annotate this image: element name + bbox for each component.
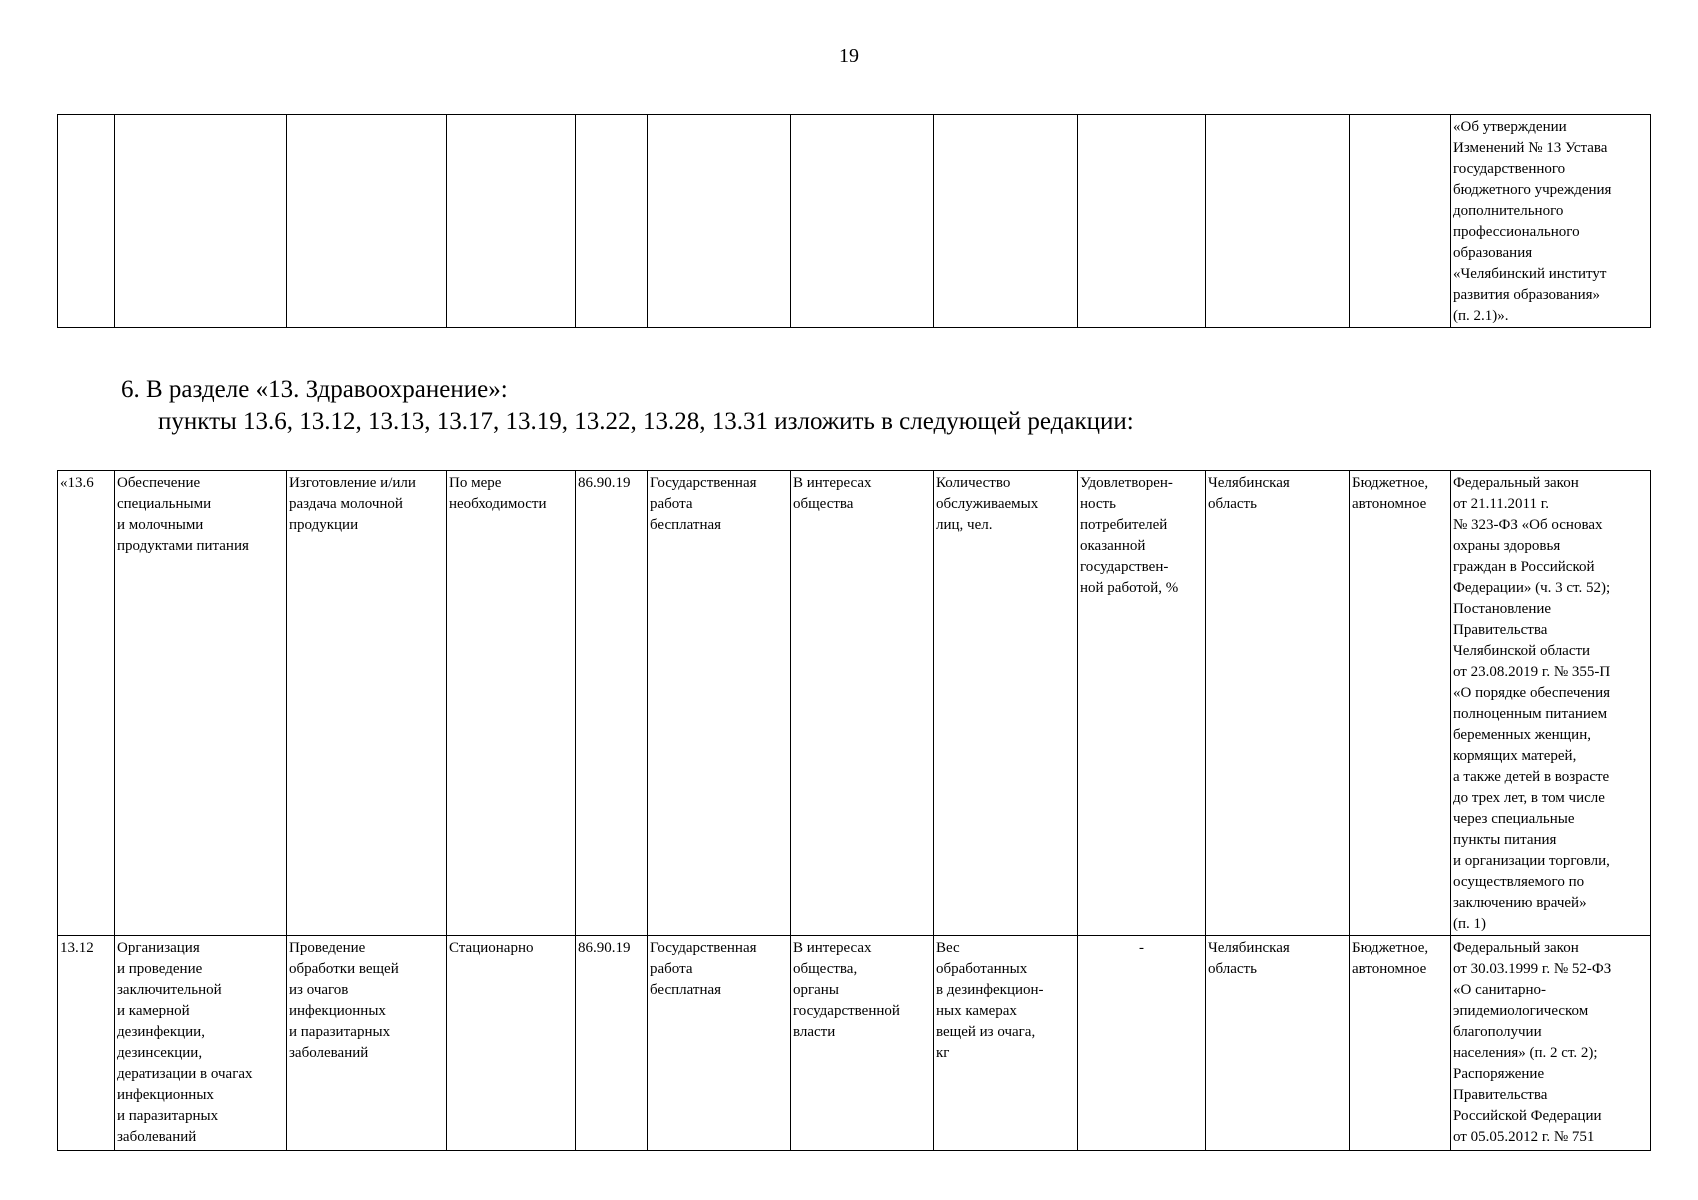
okved-code: 86.90.19 [576, 936, 648, 1151]
table-row [58, 936, 1651, 1151]
service-content: Изготовление и/или раздача молочной продукции [287, 471, 447, 936]
table-row [58, 471, 1651, 936]
empty-cell [58, 115, 115, 328]
empty-cell [934, 115, 1078, 328]
empty-cell [1206, 115, 1350, 328]
section-heading [121, 374, 1134, 438]
empty-cell [576, 115, 648, 328]
services-table [57, 470, 1651, 1151]
legal-basis: Федеральный закон от 30.03.1999 г. № 52-ФЗ «О санитарно- эпидемиологическом благополучии населения» (п. 2 ст. 2); Распоряжение Правительства Российской Федерации от 05.05.2012 г. № 751 [1451, 936, 1651, 1151]
quality-indicator: Удовлетворен- ность потребителей оказанной государствен- ной работой, % [1078, 471, 1206, 936]
section-heading-line1: 6. В разделе «13. Здравоохранение»: [121, 376, 508, 403]
legal-basis-cell: «Об утверждении Изменений № 13 Устава государственного бюджетного учреждения дополнительного профессионального образования «Челябинский институт развития образования» (п. 2.1)». [1451, 115, 1651, 328]
empty-cell [287, 115, 447, 328]
region: Челябинская область [1206, 936, 1350, 1151]
service-content: Проведение обработки вещей из очагов инфекционных и паразитарных заболеваний [287, 936, 447, 1151]
okved-code: 86.90.19 [576, 471, 648, 936]
empty-cell [1078, 115, 1206, 328]
region: Челябинская область [1206, 471, 1350, 936]
service-name: Организация и проведение заключительной и камерной дезинфекции, дезинсекции, дератизации в очагах инфекционных и паразитарных заболеваний [115, 936, 287, 1151]
institution-type: Бюджетное, автономное [1350, 936, 1451, 1151]
empty-cell [115, 115, 287, 328]
consumers: В интересах общества [791, 471, 934, 936]
empty-cell [447, 115, 576, 328]
service-type: Государственная работа бесплатная [648, 936, 791, 1151]
empty-cell [791, 115, 934, 328]
top-table-row [58, 115, 1651, 328]
legal-basis: Федеральный закон от 21.11.2011 г. № 323-ФЗ «Об основах охраны здоровья граждан в Российской Федерации» (ч. 3 ст. 52); Постановление Правительства Челябинской области от 23.08.2019 г. № 355-П «О порядке обеспечения полноценным питанием беременных женщин, кормящих матерей, а также детей в возрасте до трех лет, в том числе через специальные пункты питания и организации торговли, осуществляемого по заключению врачей» (п. 1) [1451, 471, 1651, 936]
volume-indicator: Вес обработанных в дезинфекцион- ных камерах вещей из очага, кг [934, 936, 1078, 1151]
consumers: В интересах общества, органы государственной власти [791, 936, 934, 1151]
institution-type: Бюджетное, автономное [1350, 471, 1451, 936]
service-type: Государственная работа бесплатная [648, 471, 791, 936]
empty-cell [1350, 115, 1451, 328]
volume-indicator: Количество обслуживаемых лиц, чел. [934, 471, 1078, 936]
page-number: 19 [839, 45, 859, 67]
empty-cell [648, 115, 791, 328]
item-number: 13.12 [58, 936, 115, 1151]
top-table-fragment [57, 114, 1651, 328]
quality-indicator: - [1078, 936, 1206, 1151]
service-condition: Стационарно [447, 936, 576, 1151]
service-name: Обеспечение специальными и молочными продуктами питания [115, 471, 287, 936]
section-heading-line2: пункты 13.6, 13.12, 13.13, 13.17, 13.19, 13.22, 13.28, 13.31 изложить в следующей редакции: [158, 408, 1134, 435]
item-number: «13.6 [58, 471, 115, 936]
service-condition: По мере необходимости [447, 471, 576, 936]
